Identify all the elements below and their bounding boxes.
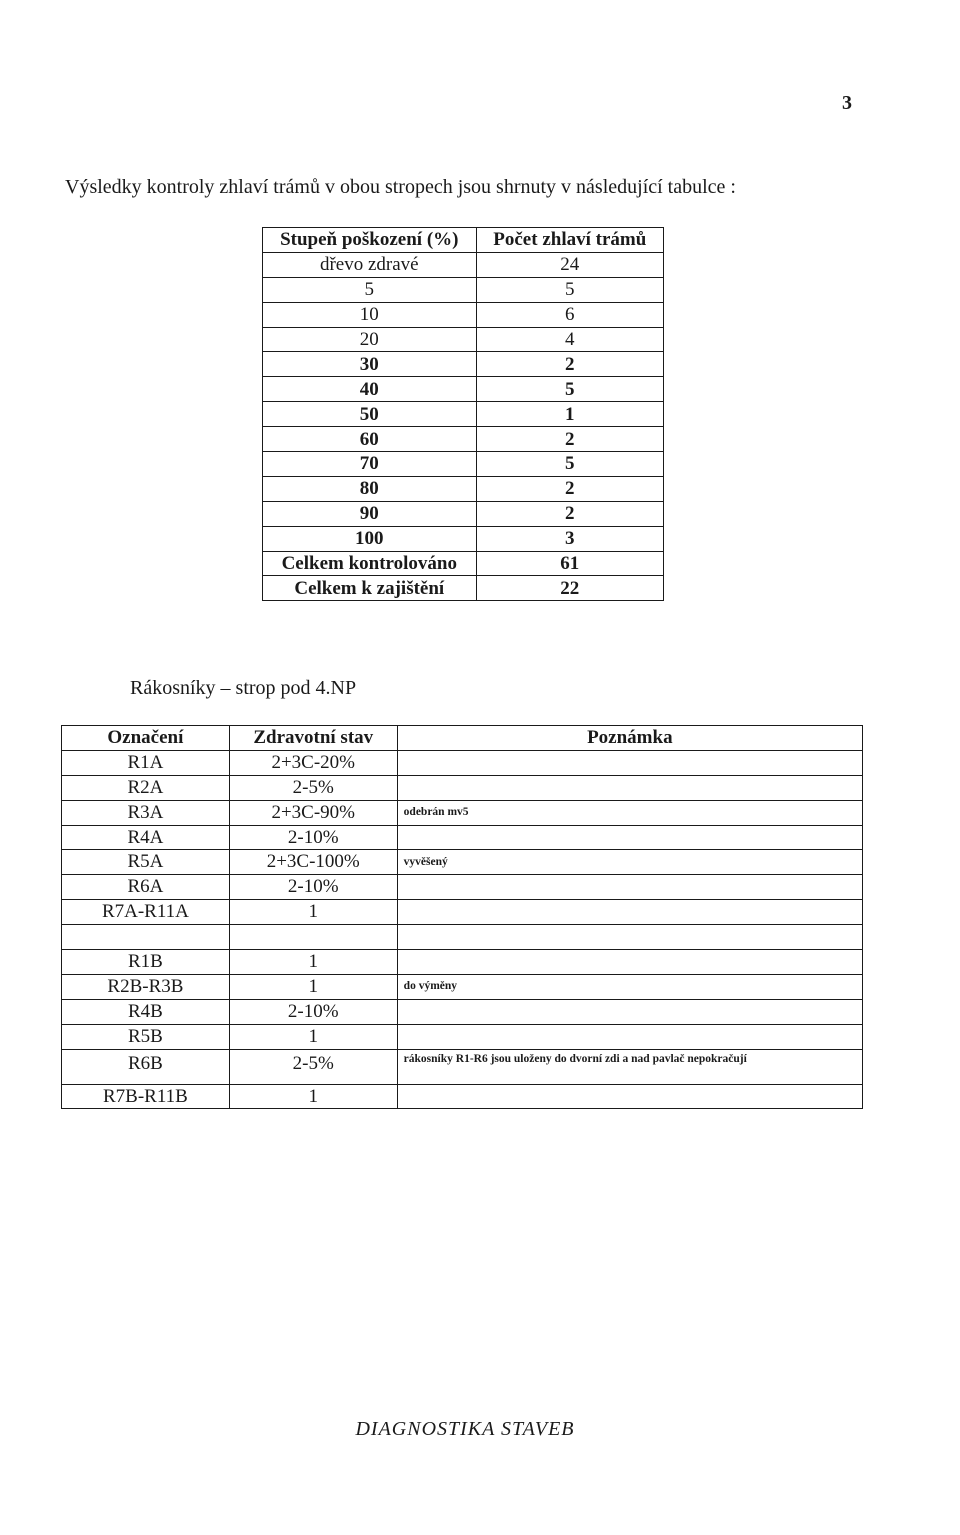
beam-count-cell: 2: [476, 501, 663, 526]
table-row: [263, 501, 664, 526]
condition-cell: 1: [229, 1024, 397, 1049]
beam-count-cell: 1: [476, 402, 663, 427]
note-cell: [397, 775, 862, 800]
page-number: 3: [842, 92, 852, 114]
table-row: [62, 800, 863, 825]
table-row: [62, 950, 863, 975]
table-row: [263, 252, 664, 277]
damage-degree-cell: 50: [263, 402, 477, 427]
designation-cell: R5A: [62, 850, 230, 875]
table-row: [263, 452, 664, 477]
table-row: [62, 974, 863, 999]
note-cell: [397, 900, 862, 925]
damage-degree-cell: 80: [263, 476, 477, 501]
designation-cell: R4A: [62, 825, 230, 850]
table-row: [62, 875, 863, 900]
table-row: [263, 576, 664, 601]
beam-count-cell: 2: [476, 476, 663, 501]
condition-cell: 2+3C-20%: [229, 750, 397, 775]
damage-degree-cell: 40: [263, 377, 477, 402]
table-row: [62, 775, 863, 800]
note-cell: [397, 950, 862, 975]
table-row: [62, 1024, 863, 1049]
beam-count-cell: 2: [476, 427, 663, 452]
designation-cell: R1A: [62, 750, 230, 775]
damage-degree-cell: dřevo zdravé: [263, 252, 477, 277]
reeds-table: [61, 725, 863, 1109]
designation-cell: R3A: [62, 800, 230, 825]
table-row: [263, 427, 664, 452]
note-cell: odebrán mv5: [397, 800, 862, 825]
table-row: [263, 377, 664, 402]
table-row: [263, 302, 664, 327]
table-row: [263, 402, 664, 427]
note-cell: [397, 1024, 862, 1049]
damage-degree-cell: 5: [263, 277, 477, 302]
beam-count-cell: 6: [476, 302, 663, 327]
condition-cell: 2-10%: [229, 875, 397, 900]
designation-cell: R2B-R3B: [62, 974, 230, 999]
table-row: [62, 999, 863, 1024]
note-cell: [397, 1084, 862, 1109]
damage-degree-cell: 90: [263, 501, 477, 526]
damage-degree-cell: Celkem kontrolováno: [263, 551, 477, 576]
condition-cell: 1: [229, 950, 397, 975]
header-designation: Označení: [62, 726, 230, 751]
beam-count-cell: 4: [476, 327, 663, 352]
footer-company: DIAGNOSTIKA STAVEB: [355, 1418, 575, 1440]
designation-cell: R6B: [62, 1049, 230, 1084]
note-cell: [397, 925, 862, 950]
damage-degree-cell: Celkem k zajištění: [263, 576, 477, 601]
header-condition: Zdravotní stav: [229, 726, 397, 751]
note-cell: rákosníky R1-R6 jsou uloženy do dvorní zdi a nad pavlač nepokračují: [397, 1049, 862, 1084]
note-cell: [397, 999, 862, 1024]
condition-cell: [229, 925, 397, 950]
beam-count-cell: 5: [476, 452, 663, 477]
table-row: [62, 900, 863, 925]
designation-cell: R4B: [62, 999, 230, 1024]
header-note: Poznámka: [397, 726, 862, 751]
table-row: [263, 551, 664, 576]
beam-count-cell: 5: [476, 277, 663, 302]
header-damage-degree: Stupeň poškození (%): [263, 228, 477, 253]
designation-cell: R5B: [62, 1024, 230, 1049]
condition-cell: 1: [229, 974, 397, 999]
designation-cell: R6A: [62, 875, 230, 900]
damage-degree-cell: 10: [263, 302, 477, 327]
table-header-row: [263, 228, 664, 253]
table-row: [62, 750, 863, 775]
note-cell: [397, 875, 862, 900]
note-cell: vyvěšený: [397, 850, 862, 875]
condition-cell: 2+3C-100%: [229, 850, 397, 875]
intro-text: Výsledky kontroly zhlaví trámů v obou stropech jsou shrnuty v následující tabulce :: [65, 176, 736, 198]
condition-cell: 2-5%: [229, 775, 397, 800]
designation-cell: R7A-R11A: [62, 900, 230, 925]
table-header-row: [62, 726, 863, 751]
beam-count-cell: 61: [476, 551, 663, 576]
designation-cell: R1B: [62, 950, 230, 975]
note-cell: [397, 750, 862, 775]
table-row: [263, 476, 664, 501]
beam-count-cell: 22: [476, 576, 663, 601]
designation-cell: R2A: [62, 775, 230, 800]
table-row: [62, 1049, 863, 1084]
condition-cell: 2-10%: [229, 999, 397, 1024]
note-cell: [397, 825, 862, 850]
condition-cell: 1: [229, 900, 397, 925]
table-row: [62, 825, 863, 850]
damage-degree-cell: 30: [263, 352, 477, 377]
table-row: [263, 277, 664, 302]
table-row: [62, 925, 863, 950]
beam-count-cell: 24: [476, 252, 663, 277]
damage-table: [262, 227, 664, 601]
table-row: [263, 352, 664, 377]
condition-cell: 2-5%: [229, 1049, 397, 1084]
header-beam-count: Počet zhlaví trámů: [476, 228, 663, 253]
damage-degree-cell: 70: [263, 452, 477, 477]
condition-cell: 2+3C-90%: [229, 800, 397, 825]
condition-cell: 2-10%: [229, 825, 397, 850]
damage-degree-cell: 60: [263, 427, 477, 452]
designation-cell: R7B-R11B: [62, 1084, 230, 1109]
table-row: [62, 850, 863, 875]
damage-degree-cell: 20: [263, 327, 477, 352]
section-subtitle: Rákosníky – strop pod 4.NP: [130, 677, 357, 699]
beam-count-cell: 5: [476, 377, 663, 402]
beam-count-cell: 3: [476, 526, 663, 551]
condition-cell: 1: [229, 1084, 397, 1109]
designation-cell: [62, 925, 230, 950]
table-row: [263, 526, 664, 551]
note-cell: do výměny: [397, 974, 862, 999]
damage-degree-cell: 100: [263, 526, 477, 551]
beam-count-cell: 2: [476, 352, 663, 377]
table-row: [62, 1084, 863, 1109]
table-row: [263, 327, 664, 352]
